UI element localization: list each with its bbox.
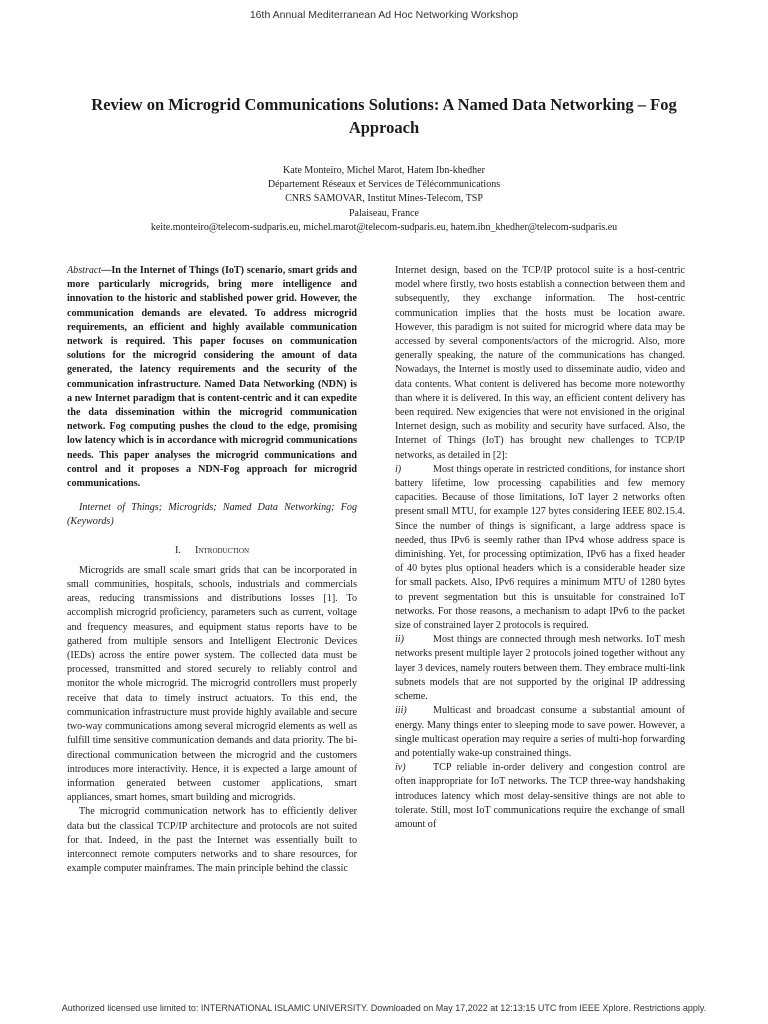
author-department: Département Réseaux et Services de Télécommunications xyxy=(267,179,501,191)
author-location: Palaiseau, France xyxy=(349,207,419,219)
section-name: Introduction xyxy=(195,544,249,556)
abstract-text: —In the Internet of Things (IoT) scenario, smart grids and more particularly microgrids, bring more intelligence and innovation to the historic and stablished power grid. However, the communication demands are elevated. To address microgrid requirements, an efficient and highly available communication network is required. This paper focuses on communication solutions for the microgrid considering the amount of data generated, the latency requirements and the security of the communication infrastructure. Named Data Networking (NDN) is a new Internet paradigm that is content-centric and it can expedite the data dissemination within the microgrid communication network. Fog computing pushes the cloud to the edge, promising low latency which is in accordance with microgrid communications needs. This paper analyses the microgrid communications and control and it proposes a NDN-Fog approach for microgrid communications. xyxy=(67,265,357,490)
list-item-text: Multicast and broadcast consume a substantial amount of energy. Many things enter to sleeping mode to save power. However, a single multicast operation may require a series of multi-hop forwarding and potentially wake-up constrained things. xyxy=(395,705,685,759)
author-names: Kate Monteiro, Michel Marot, Hatem Ibn-khedher xyxy=(283,165,485,176)
list-item-label: iii) xyxy=(395,705,407,717)
author-block xyxy=(60,164,708,235)
abstract-label: Abstract xyxy=(67,265,102,276)
list-item-text: Most things operate in restricted conditions, for instance short battery lifetime, low processing capabilities and few memory capacities. Because of those limitations, IoT layer 2 networks often present small MTU, for example 127 bytes considering IEEE 802.15.4. Since the number of things is significant, a large address space is needed, thus IPv6 is seemly rather than IPv4 whose address space is diminishing. Yet, for processing optimization, IPv6 has a fixed header of 40 bytes plus optional headers which is a considerable header size for small packets. Also, IPv6 requires a minimum MTU of 1280 bytes to prevent segmentation but this is unsuitable for constrained IoT networks. For those reasons, a mechanism to adapt IPv6 to the packet size of constrained layer 2 protocols is required. xyxy=(395,463,685,632)
list-item-label: i) xyxy=(395,463,402,475)
paper-title: Review on Microgrid Communications Solutions: A Named Data Networking – Fog Approach xyxy=(91,95,677,137)
right-column xyxy=(395,264,685,832)
right-paragraph-1: Internet design, based on the TCP/IP protocol suite is a host-centric model where firstly, two hosts establish a connection between them and subsequently, they exchange information. The host-centric communication implies that the hosts must be location aware. However, this paradigm is not suited for microgrid where data may be accessed by several components/actors of the microgrid. Also, more generally speaking, the nature of the communications has changed. Nowadays, the Internet is mostly used to disseminate audio, video and data contents. What content is delivered has become more noteworthy than where it is delivered. In this way, an efficient content delivery has been required. New exigencies that were not envisioned in the original Internet design, such as mobility and security have surfaced. Also, the Internet of Things (IoT) has brought new challenges to TCP/IP networks, as detailed in [2]: xyxy=(395,265,685,461)
list-item-label: iv) xyxy=(395,762,406,774)
abstract xyxy=(67,264,357,491)
license-footer: Authorized licensed use limited to: INTERNATIONAL ISLAMIC UNIVERSITY. Downloaded on May 17,2022 at 12:13:15 UTC from IEEE Xplore. Restrictions apply. xyxy=(61,1003,707,1013)
list-item-label: ii) xyxy=(395,634,404,646)
section-number: I. xyxy=(175,544,182,556)
list-item-text: TCP reliable in-order delivery and congestion control are often inappropriate for IoT networks. The TCP three-way handshaking introduces latency which most delay-sensitive things are not able to tolerate. Still, most IoT communications require the exchange of small amount of xyxy=(395,762,685,830)
list-item-iii xyxy=(395,704,685,761)
list-item-text: Most things are connected through mesh networks. IoT mesh networks present multiple layer 2 protocols joined together without any layer 3 devices, namely routers between them. They embrace multi-link subnets models that are not supported by the original IP addressing scheme. xyxy=(395,634,685,703)
intro-paragraph-2: The microgrid communication network has to efficiently deliver data but the classical TCP/IP architecture and protocols are not suited for that. Indeed, in the past the Internet was essentially built to interconnect remote computers networks and to share resources, for example computer mainframes. The main principle behind the classic xyxy=(67,806,357,875)
list-item-ii xyxy=(395,633,685,704)
intro-paragraph-1: Microgrids are small scale smart grids that can be incorporated in small communities, hospitals, schools, industrials and commercials areas, reducing transmissions and distributions losses [1]. To accomplish microgrid proficiency, parameters such as current, voltage and frequency measures, and equipment status reports have to be gathered from multiple sensors and Intelligent Electronic Devices (IEDs) across the entire power system. The collected data must be processed, transmitted and stored securely to reliably control and monitor the whole microgrid. The microgrid controllers must properly receive that data to timely instruct actuators. To this end, the communication infrastructure must provide highly available and secure two-way communications among several microgrid elements as well as fulfill time sensitive communication demands and data priority. The bi-directional communication between the microgrid and the customers introduces more interactivity. Hence, it is expected a large amount of information generated between customer applications, smart appliances, smart homes, smart building and microgrids. xyxy=(67,564,357,804)
conference-header: 16th Annual Mediterranean Ad Hoc Networking Workshop xyxy=(249,9,519,21)
author-institution: CNRS SAMOVAR, Institut Mines-Telecom, TSP xyxy=(285,193,483,205)
author-emails: keite.monteiro@telecom-sudparis.eu, michel.marot@telecom-sudparis.eu, hatem.ibn_khedher@telecom-sudparis.eu xyxy=(150,221,618,233)
list-item-i xyxy=(395,463,685,633)
list-item-iv xyxy=(395,761,685,832)
keywords: Internet of Things; Microgrids; Named Data Networking; Fog (Keywords) xyxy=(67,502,357,528)
left-column xyxy=(67,264,357,876)
section-heading xyxy=(67,544,357,558)
